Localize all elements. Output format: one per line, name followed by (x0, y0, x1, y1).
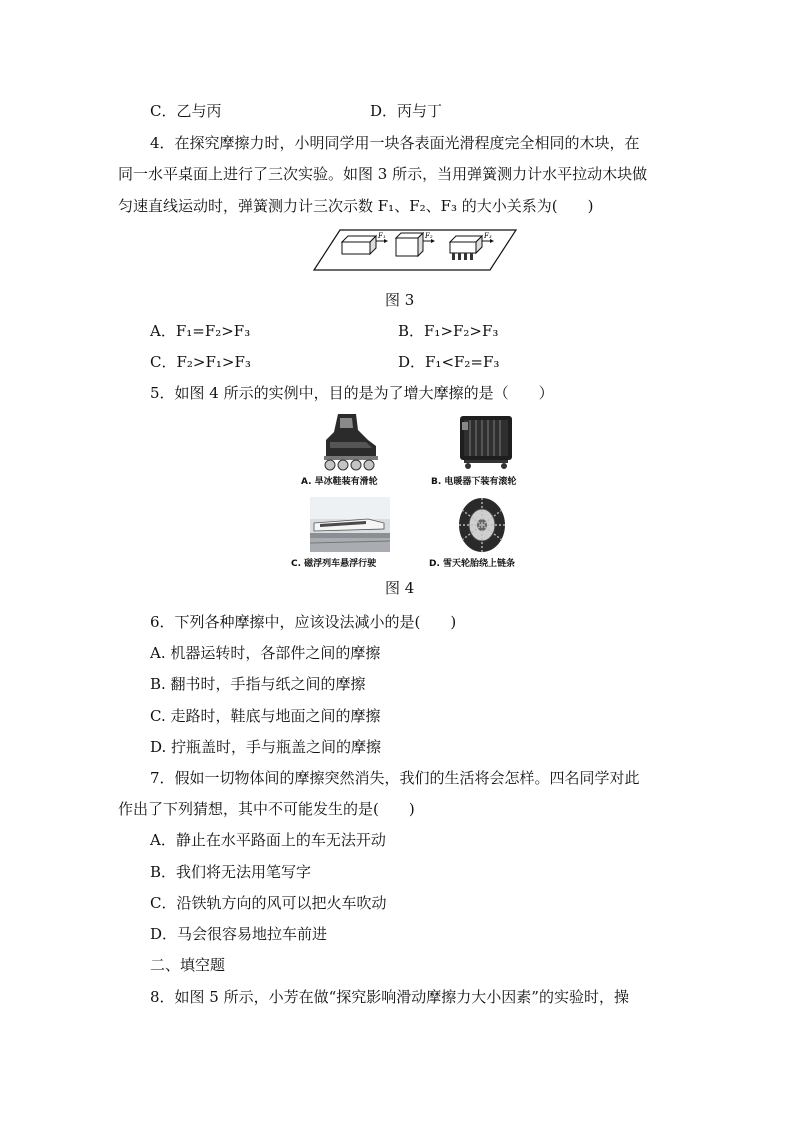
q5-stem: 5．如图 4 所示的实例中，目的是为了增大摩擦的是（ ） (150, 384, 554, 402)
force-label-f2: F₂ (425, 232, 433, 240)
electric-heater-image (456, 412, 516, 472)
q4-option-b: B．F₁>F₂>F₃ (398, 322, 499, 340)
figure-4-caption: 图 4 (385, 579, 415, 597)
q4-stem-line2: 同一水平桌面上进行了三次实验。如图 3 所示，当用弹簧测力计水平拉动木块做 (118, 165, 648, 183)
force-label-f1: F₁ (378, 232, 386, 240)
q6-option-c: C. 走路时，鞋底与地面之间的摩擦 (150, 707, 381, 725)
q7-stem-line2: 作出了下列猜想，其中不可能发生的是( ) (118, 800, 415, 818)
q4-option-c: C．F₂>F₁>F₃ (150, 353, 251, 371)
q3-option-c: C．乙与丙 (150, 102, 222, 120)
q4-stem-line1: 4．在探究摩擦力时，小明同学用一块各表面光滑程度完全相同的木块，在 (150, 134, 640, 152)
q4-option-d: D．F₁<F₂=F₃ (398, 353, 500, 371)
q6-option-d: D. 拧瓶盖时，手与瓶盖之间的摩擦 (150, 738, 382, 756)
q4-option-a: A．F₁=F₂>F₃ (150, 322, 251, 340)
q7-option-a: A．静止在水平路面上的车无法开动 (150, 831, 386, 849)
figure-3-friction-diagram (312, 226, 518, 274)
q6-option-b: B. 翻书时，手指与纸之间的摩擦 (150, 675, 366, 693)
figure-4-caption-a: A. 旱冰鞋装有滑轮 (301, 477, 378, 487)
q8-stem-line1: 8．如图 5 所示，小芳在做“探究影响滑动摩擦力大小因素”的实验时，操 (150, 988, 629, 1006)
maglev-train-image (310, 497, 390, 552)
force-label-f3: F₃ (484, 232, 492, 240)
q7-option-d: D．马会很容易地拉车前进 (150, 925, 328, 943)
figure-3-caption: 图 3 (385, 291, 415, 309)
q6-option-a: A. 机器运转时，各部件之间的摩擦 (150, 644, 381, 662)
snow-chain-tire-image (456, 496, 508, 554)
q6-stem: 6．下列各种摩擦中，应该设法减小的是( ) (150, 613, 457, 631)
figure-4-caption-c: C. 磁浮列车悬浮行驶 (291, 559, 377, 569)
q7-option-b: B．我们将无法用笔写字 (150, 863, 312, 881)
figure-4-caption-d: D. 雪天轮胎绕上链条 (429, 559, 516, 569)
q4-stem-line3: 匀速直线运动时，弹簧测力计三次示数 F₁、F₂、F₃ 的大小关系为( ) (118, 197, 594, 215)
inline-skate-image (316, 410, 386, 472)
q7-option-c: C．沿铁轨方向的风可以把火车吹动 (150, 894, 387, 912)
figure-4-caption-b: B. 电暖器下装有滚轮 (431, 477, 517, 487)
q7-stem-line1: 7．假如一切物体间的摩擦突然消失，我们的生活将会怎样。四名同学对此 (150, 769, 640, 787)
q3-option-d: D．丙与丁 (370, 102, 443, 120)
section-heading-fill-blank: 二、填空题 (150, 956, 226, 974)
